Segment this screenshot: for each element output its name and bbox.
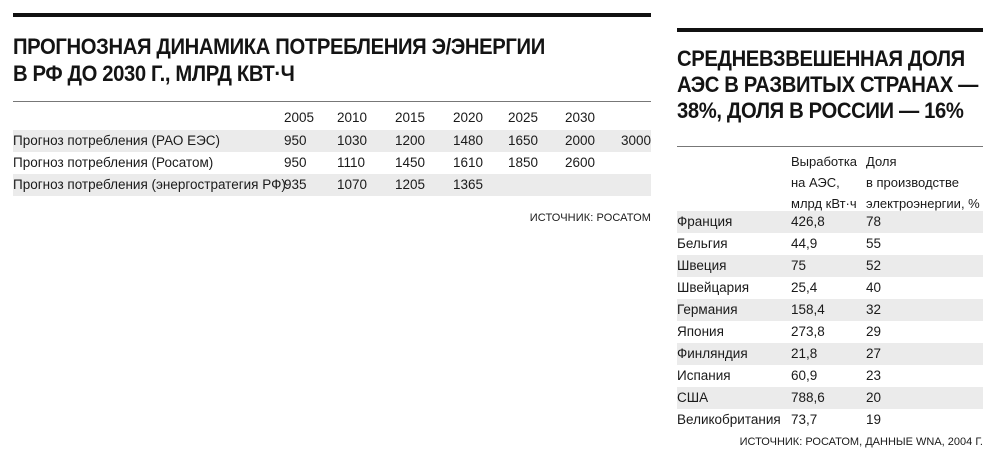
row-label: Прогноз потребления (Росатом)	[13, 155, 214, 170]
year-header: 2030	[565, 110, 596, 125]
table-cell: 3000	[621, 133, 652, 148]
output-cell: 426,8	[791, 214, 825, 229]
table-row	[677, 365, 983, 387]
table-cell: 950	[284, 133, 307, 148]
table-row	[677, 233, 983, 255]
table-cell: 1480	[453, 133, 484, 148]
table-row	[677, 343, 983, 365]
source-note: ИСТОЧНИК: РОСАТОМ	[529, 212, 651, 224]
share-cell: 32	[866, 302, 882, 317]
year-header: 2020	[453, 110, 484, 125]
output-cell: 25,4	[791, 280, 818, 295]
share-cell: 20	[866, 390, 882, 405]
table-row	[13, 130, 651, 152]
column-header-output: Выработка на АЭС, млрд кВт·ч	[791, 154, 858, 211]
country-cell: Швейцария	[677, 280, 750, 295]
table-cell: 1200	[395, 133, 426, 148]
nuclear-share-title: СРЕДНЕВЗВЕШЕННАЯ ДОЛЯ АЭС В РАЗВИТЫХ СТРАНАХ — 38%, ДОЛЯ В РОССИИ — 16%	[677, 46, 979, 123]
nuclear-share-panel	[677, 28, 983, 448]
table-row	[677, 387, 983, 409]
share-cell: 55	[866, 236, 882, 251]
row-label: Прогноз потребления (РАО ЕЭС)	[13, 133, 221, 148]
share-cell: 40	[866, 280, 882, 295]
top-rule	[677, 28, 983, 32]
years-header-row	[13, 102, 651, 130]
country-cell: Бельгия	[677, 236, 728, 251]
table-cell: 1610	[453, 155, 484, 170]
table-cell: 1450	[395, 155, 426, 170]
table-cell: 950	[284, 155, 307, 170]
table-cell: 1030	[337, 133, 368, 148]
share-cell: 27	[866, 346, 882, 361]
table-cell: 1850	[508, 155, 539, 170]
table-row	[13, 174, 651, 196]
year-header: 2005	[284, 110, 315, 125]
table-row	[677, 277, 983, 299]
share-cell: 19	[866, 412, 882, 427]
country-cell: Франция	[677, 214, 733, 229]
share-cell: 78	[866, 214, 882, 229]
table-row	[677, 211, 983, 233]
share-cell: 52	[866, 258, 882, 273]
column-header-share: Доля в производстве электроэнергии, %	[866, 154, 980, 211]
output-cell: 44,9	[791, 236, 818, 251]
country-cell: Япония	[677, 324, 724, 339]
country-cell: Финляндия	[677, 346, 748, 361]
table-cell: 2600	[565, 155, 596, 170]
output-cell: 21,8	[791, 346, 818, 361]
table-row	[677, 255, 983, 277]
consumption-forecast-panel	[13, 13, 652, 224]
table-cell: 2000	[565, 133, 596, 148]
table-cell: 1650	[508, 133, 539, 148]
top-rule	[13, 13, 651, 17]
table-cell: 935	[284, 177, 307, 192]
share-cell: 29	[866, 324, 882, 339]
output-cell: 158,4	[791, 302, 825, 317]
output-cell: 73,7	[791, 412, 818, 427]
output-cell: 788,6	[791, 390, 825, 405]
table-cell: 1365	[453, 177, 484, 192]
country-cell: Швеция	[677, 258, 727, 273]
table-row	[677, 321, 983, 343]
share-cell: 23	[866, 368, 882, 383]
country-cell: Германия	[677, 302, 738, 317]
consumption-forecast-title: ПРОГНОЗНАЯ ДИНАМИКА ПОТРЕБЛЕНИЯ Э/ЭНЕРГИИ В РФ ДО 2030 Г., МЛРД КВТ·Ч	[13, 34, 545, 86]
output-cell: 75	[791, 258, 807, 273]
table-cell: 1110	[337, 155, 366, 170]
country-cell: Великобритания	[677, 412, 781, 427]
output-cell: 273,8	[791, 324, 825, 339]
table-header	[677, 147, 983, 211]
year-header: 2015	[395, 110, 426, 125]
source-note: ИСТОЧНИК: РОСАТОМ, ДАННЫЕ WNA, 2004 Г.	[739, 436, 983, 448]
row-label: Прогноз потребления (энергостратегия РФ)	[13, 177, 286, 192]
table-cell: 1205	[395, 177, 426, 192]
country-cell: США	[677, 390, 709, 405]
output-cell: 60,9	[791, 368, 818, 383]
year-header: 2010	[337, 110, 368, 125]
table-row	[677, 299, 983, 321]
table-row	[677, 409, 983, 431]
country-cell: Испания	[677, 368, 731, 383]
table-cell: 1070	[337, 177, 368, 192]
year-header: 2025	[508, 110, 539, 125]
table-row	[13, 152, 651, 174]
